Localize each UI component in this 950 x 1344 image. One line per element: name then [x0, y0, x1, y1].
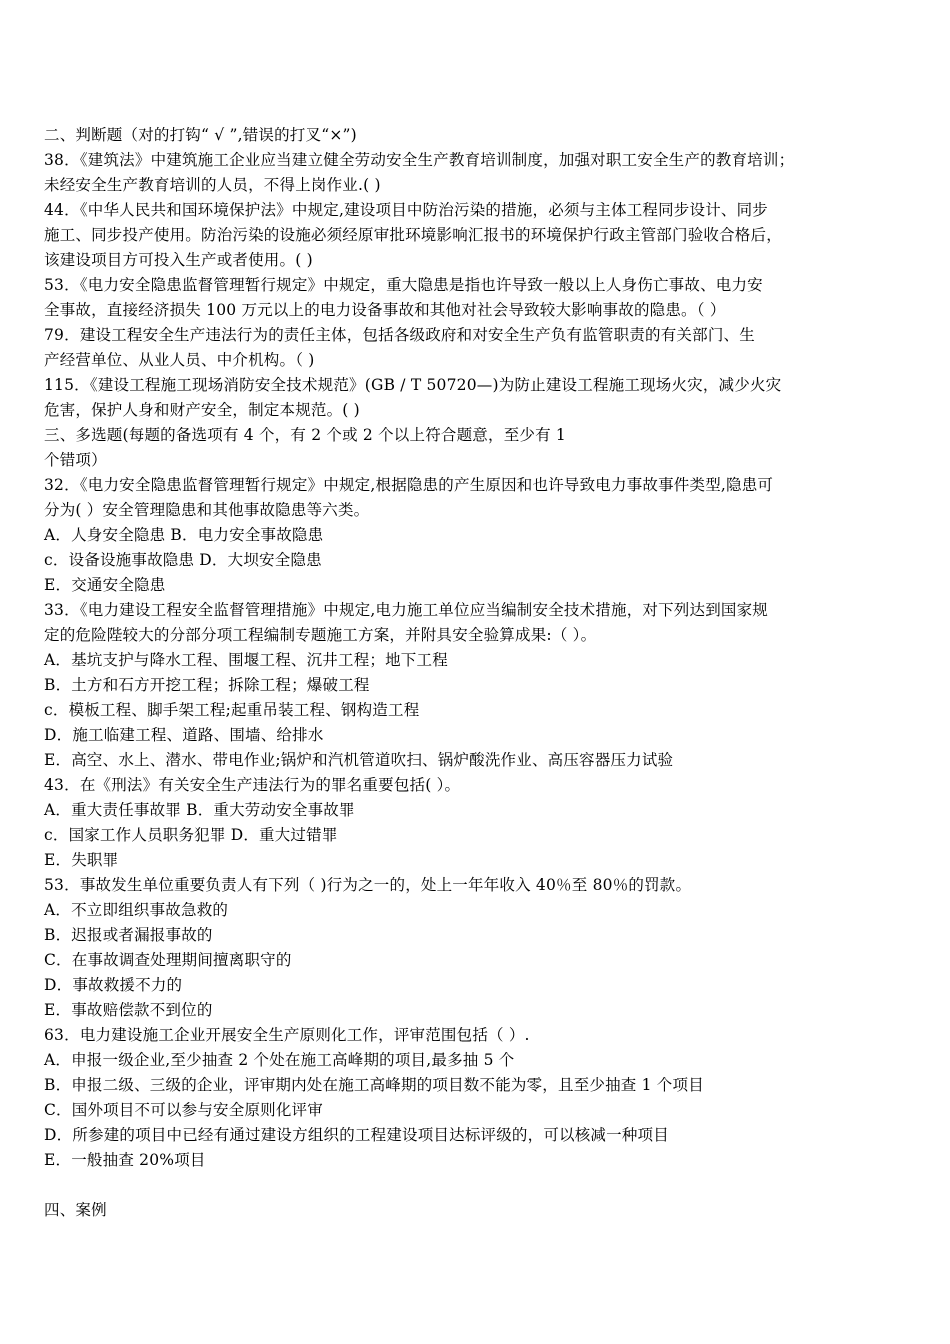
multi-q32-option-cd: c．设备设施事故隐患 D．大坝安全隐患 — [44, 551, 322, 569]
multi-q33-line-2: 定的危险陛较大的分部分项工程编制专题施工方案，并附具安全验算成果:（ ）。 — [44, 626, 597, 644]
judge-section-heading: 二、判断题（对的打钩“ √ ”,错误的打叉“×”) — [44, 126, 357, 144]
multi-q33-option-d: D．施工临建工程、道路、围墙、给排水 — [44, 726, 324, 744]
multi-q32-option-ab: A．人身安全隐患 B．电力安全事故隐患 — [44, 526, 324, 544]
multi-q33-option-e: E．高空、水上、潜水、带电作业;锅炉和汽机管道吹扫、锅炉酸洗作业、高压容器压力试验 — [44, 751, 674, 769]
judge-q79-line-1: 79．建设工程安全生产违法行为的责任主体，包括各级政府和对安全生产负有监管职责的有关部门、生 — [44, 326, 755, 344]
judge-q53-line-1: 53．《电力安全隐患监督管理暂行规定》中规定，重大隐患是指也许导致一般以上人身伤亡事故、电力安 — [44, 276, 763, 294]
multi-q63-option-c: C．国外项目不可以参与安全原则化评审 — [44, 1101, 323, 1119]
multi-q33-option-c: c．模板工程、脚手架工程;起重吊装工程、钢构造工程 — [44, 701, 420, 719]
judge-q44-line-1: 44．《中华人民共和国环境保护法》中规定,建设项目中防治污染的措施，必须与主体工程同步设计、同步 — [44, 201, 769, 219]
multi-q43-option-cd: c．国家工作人员职务犯罪 D．重大过错罪 — [44, 826, 338, 844]
judge-q44-line-3: 该建设项目方可投入生产或者使用。( ) — [44, 251, 313, 269]
multi-q53-option-e: E．事故赔偿款不到位的 — [44, 1001, 213, 1019]
multi-q63-option-d: D．所参建的项目中已经有通过建设方组织的工程建设项目达标评级的，可以核减一种项目 — [44, 1126, 669, 1144]
judge-q115-line-1: 115．《建设工程施工现场消防安全技术规范》(GB / T 50720—)为防止建设工程施工现场火灾，减少火灾 — [44, 376, 782, 394]
multi-q63-option-a: A．申报一级企业,至少抽查 2 个处在施工高峰期的项目,最多抽 5 个 — [44, 1051, 515, 1069]
judge-q38-line-1: 38．《建筑法》中建筑施工企业应当建立健全劳动安全生产教育培训制度，加强对职工安全生产的教育培训； — [44, 151, 795, 169]
multi-q63-option-e: E．一般抽查 20%项目 — [44, 1151, 206, 1169]
multi-q32-line-1: 32．《电力安全隐患监督管理暂行规定》中规定,根据隐患的产生原因和也许导致电力事故事件类型,隐患可 — [44, 476, 774, 494]
judge-q38-line-2: 未经安全生产教育培训的人员，不得上岗作业.( ) — [44, 176, 381, 194]
case-section-heading: 四、案例 — [44, 1201, 107, 1219]
multi-q53-option-a: A．不立即组织事故急救的 — [44, 901, 229, 919]
judge-q79-line-2: 产经营单位、从业人员、中介机构。（ ) — [44, 351, 315, 369]
multi-q32-line-2: 分为( ）安全管理隐患和其他事故隐患等六类。 — [44, 501, 370, 519]
multi-q53-line-1: 53．事故发生单位重要负责人有下列（ )行为之一的，处上一年年收入 40％至 80％的罚款。 — [44, 876, 692, 894]
multi-q53-option-d: D．事故救援不力的 — [44, 976, 183, 994]
multi-q33-option-a: A．基坑支护与降水工程、围堰工程、沉井工程；地下工程 — [44, 651, 448, 669]
multi-q53-option-c: C．在事故调查处理期间擅离职守的 — [44, 951, 292, 969]
multi-section-heading-line-2: 个错项） — [44, 451, 107, 469]
judge-q44-line-2: 施工、同步投产使用。防治污染的设施必须经原审批环境影响汇报书的环境保护行政主管部门验收合格后， — [44, 226, 782, 244]
multi-q63-option-b: B．申报二级、三级的企业，评审期内处在施工高峰期的项目数不能为零，且至少抽查 1 个项目 — [44, 1076, 704, 1094]
judge-q115-line-2: 危害，保护人身和财产安全，制定本规范。( ) — [44, 401, 360, 419]
multi-q63-line-1: 63．电力建设施工企业开展安全生产原则化工作，评审范围包括（ ）. — [44, 1026, 530, 1044]
multi-q33-option-b: B．土方和石方开挖工程；拆除工程；爆破工程 — [44, 676, 370, 694]
multi-q32-option-e: E．交通安全隐患 — [44, 576, 166, 594]
multi-q43-option-e: E．失职罪 — [44, 851, 119, 869]
judge-q53-line-2: 全事故，直接经济损失 100 万元以上的电力设备事故和其他对社会导致较大影响事故的隐患。（ ） — [44, 301, 726, 319]
multi-q43-line-1: 43．在《刑法》有关安全生产违法行为的罪名重要包括( ）。 — [44, 776, 461, 794]
multi-section-heading-line-1: 三、多选题(每题的备选项有 4 个，有 2 个或 2 个以上符合题意，至少有 1 — [44, 426, 566, 444]
multi-q43-option-ab: A．重大责任事故罪 B．重大劳动安全事故罪 — [44, 801, 355, 819]
multi-q33-line-1: 33．《电力建设工程安全监督管理措施》中规定,电力施工单位应当编制安全技术措施，对下列达到国家规 — [44, 601, 769, 619]
multi-q53-option-b: B．迟报或者漏报事故的 — [44, 926, 213, 944]
